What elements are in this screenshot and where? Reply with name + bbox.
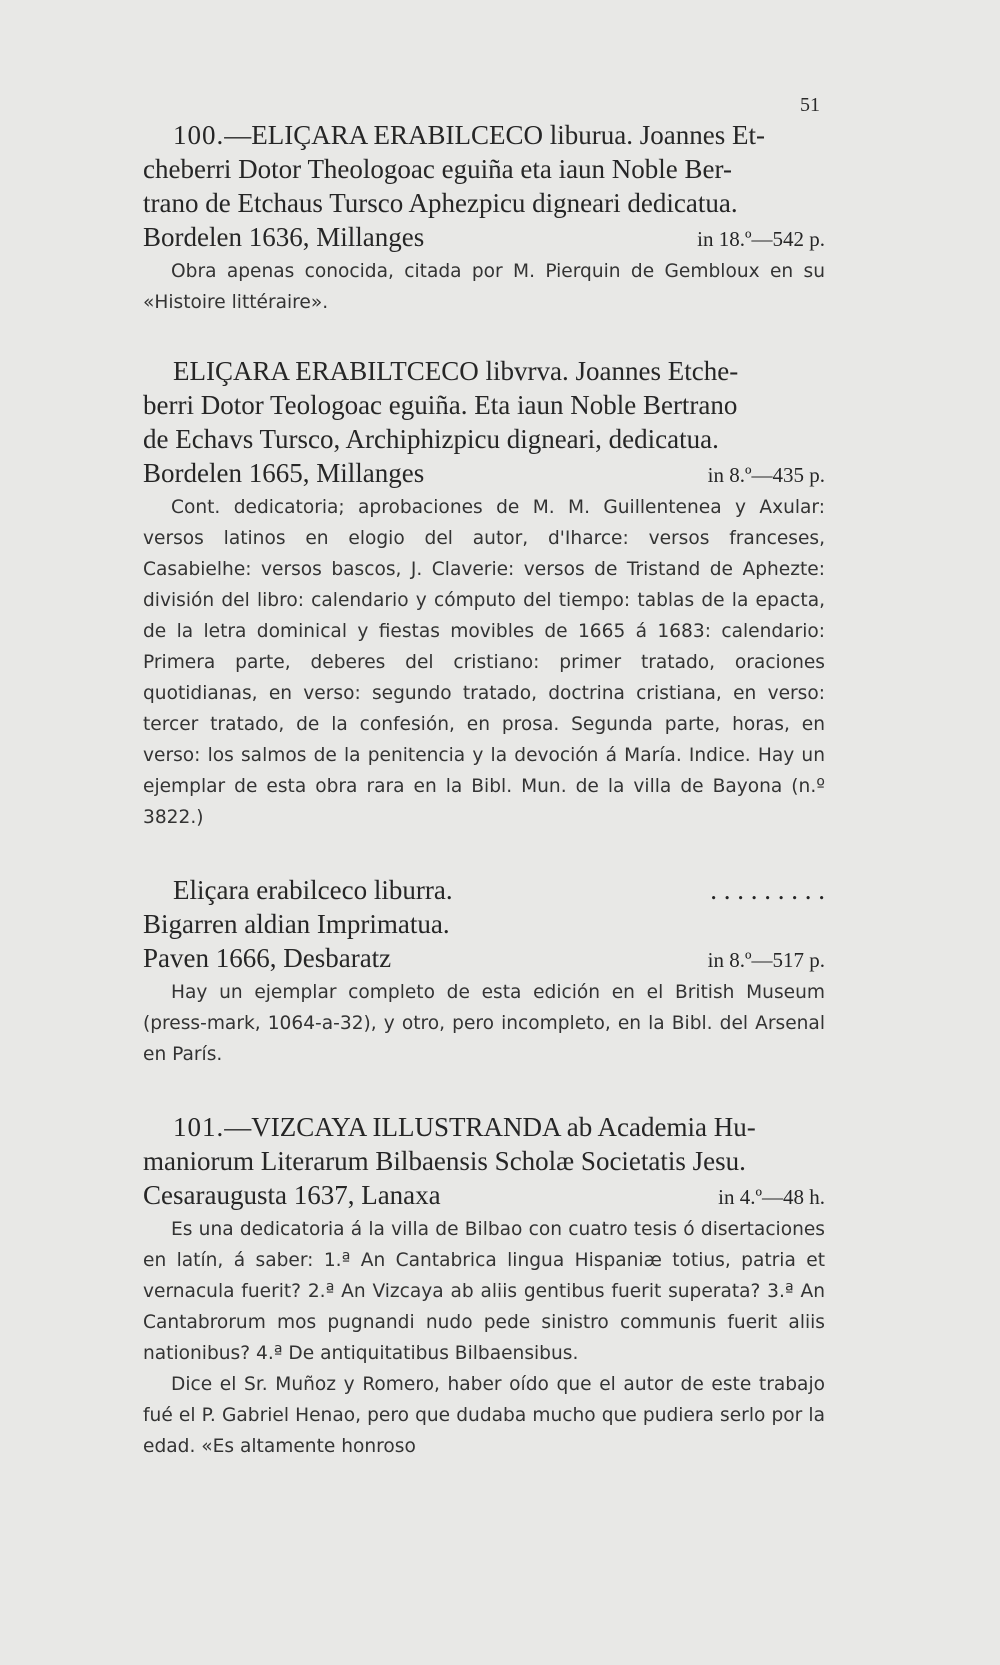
entry-101-note-1: Es una dedicatoria á la villa de Bilbao con cuatro tesis ó disertaciones en latín, á saber: 1.ª An Cantabrica lingua Hispaniæ totius, patria et vernacula fuerit? 2.ª An Vizcaya ab aliis gentibus fuerit superata? 3.ª An Cantabrorum mos pugnandi nudo pede sinistro communis fuerit aliis nationibus? 4.ª De antiquitatibus Bilbaensibus. bbox=[143, 1219, 825, 1364]
imprint: Paven 1666, Desbaratz bbox=[143, 943, 392, 973]
imprint-line bbox=[143, 941, 825, 977]
imprint-line bbox=[143, 456, 825, 492]
entry-100c-title bbox=[143, 873, 825, 977]
imprint: Bordelen 1665, Millanges bbox=[143, 458, 425, 488]
title-line: berri Dotor Teologoac eguiña. Eta iaun Noble Bertrano bbox=[143, 390, 738, 420]
entry-100b-note: Cont. dedicatoria; aprobaciones de M. M. Guillentenea y Axular: versos latinos en elogio del autor, d'Iharce: versos franceses, Casabielhe: versos bascos, J. Claverie: versos de Tristand de Aphezte: división del libro: calendario y cómputo del tiempo: tablas de la epacta, de la letra dominical y fiestas movibles de 1665 á 1683: calendario: Primera parte, deberes del cristiano: primer tratado, oraciones quotidianas, en verso: segundo tratado, doctrina cristiana, en verso: tercer tratado, de la confesión, en prosa. Segunda parte, horas, en verso: los salmos de la penitencia y la devoción á María. Indice. Hay un ejemplar de esta obra rara en la Bibl. Mun. de la villa de Bayona (n.º 3822.) bbox=[143, 497, 825, 828]
title-line: ELIÇARA ERABILTCECO libvrva. Joannes Etche- bbox=[173, 356, 739, 386]
entry-100b-title bbox=[143, 354, 825, 492]
format: in 8.º—435 p. bbox=[707, 463, 825, 487]
imprint-line bbox=[143, 1178, 825, 1214]
entry-100-title bbox=[143, 118, 825, 256]
format: in 18.º—542 p. bbox=[697, 227, 825, 251]
imprint: Cesaraugusta 1637, Lanaxa bbox=[143, 1180, 441, 1210]
entry-100c-note: Hay un ejemplar completo de esta edición en el British Museum (press-mark, 1064-a-32), y otro, pero incompleto, en la Bibl. del Arsenal en París. bbox=[143, 982, 825, 1065]
entry-101-note-2: Dice el Sr. Muñoz y Romero, haber oído que el autor de este trabajo fué el P. Gabriel Henao, pero que dudaba mucho que pudiera serlo por la edad. «Es altamente honroso bbox=[143, 1374, 825, 1457]
entry-101-title bbox=[143, 1110, 825, 1214]
title-line: 101.—VIZCAYA ILLUSTRANDA ab Academia Hu- bbox=[173, 1112, 756, 1142]
entry-number: 100. bbox=[173, 120, 225, 150]
title-line: maniorum Literarum Bilbaensis Scholæ Societatis Jesu. bbox=[143, 1146, 746, 1176]
imprint: Bordelen 1636, Millanges bbox=[143, 222, 425, 252]
title-line: Eliçara erabilceco liburra. . . . . . . . . . bbox=[173, 875, 825, 905]
imprint-line bbox=[143, 220, 825, 256]
subtitle: Bigarren aldian Imprimatua. bbox=[143, 909, 450, 939]
title-line: trano de Etchaus Tursco Aphezpicu digneari dedicatua. bbox=[143, 188, 738, 218]
format: in 8.º—517 p. bbox=[707, 948, 825, 972]
entry-100-note: Obra apenas conocida, citada por M. Pierquin de Gembloux en su «Histoire littéraire». bbox=[143, 261, 825, 313]
leader-dots: . . . . . . . . . bbox=[710, 875, 825, 905]
entry-number: 101. bbox=[173, 1112, 225, 1142]
title-line: de Echavs Tursco, Archiphizpicu digneari, dedicatua. bbox=[143, 424, 719, 454]
format: in 4.º—48 h. bbox=[718, 1185, 825, 1209]
page-number: 51 bbox=[800, 94, 820, 116]
title-line: 100.—ELIÇARA ERABILCECO liburua. Joannes Et- bbox=[173, 120, 765, 150]
page-content bbox=[143, 118, 825, 1462]
title-line: cheberri Dotor Theologoac eguiña eta iaun Noble Ber- bbox=[143, 154, 732, 184]
